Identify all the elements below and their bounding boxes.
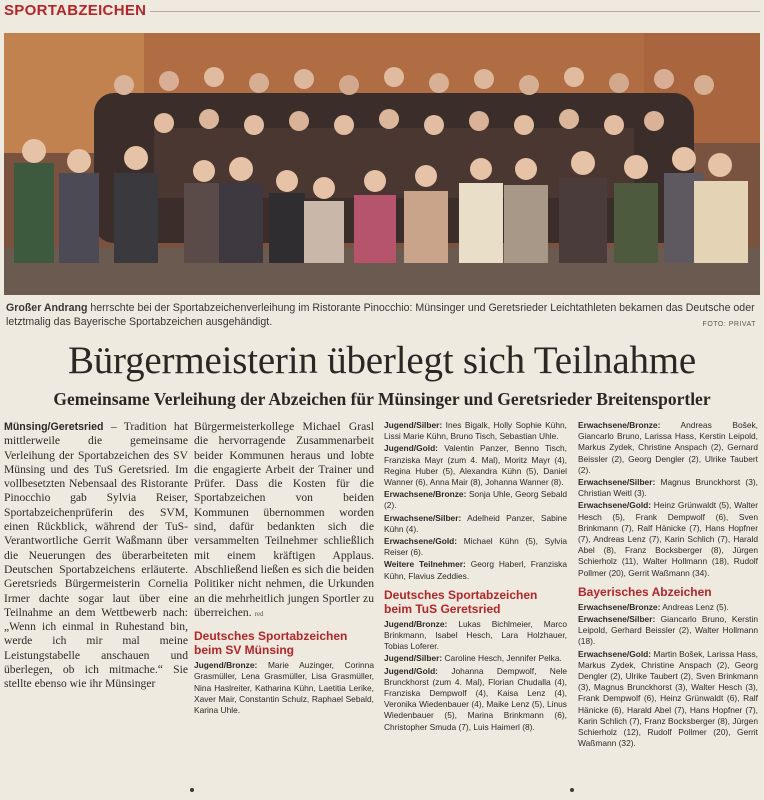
- result-entry: [578, 602, 758, 613]
- result-entry: [384, 619, 567, 653]
- result-names: Magnus Brunckhorst (3), Christian Weitl (3).: [578, 477, 758, 499]
- photo-credit: FOTO: PRIVAT: [702, 321, 756, 328]
- result-entry: [578, 649, 758, 750]
- result-category: Erwachsene/Silber:: [578, 477, 656, 488]
- result-entry: [384, 443, 567, 488]
- article-column-1: [4, 420, 188, 692]
- result-names: Marie Auzinger, Corinna Grasmüller, Lena Grasmüller, Lisa Grasmüller, Nina Haslreiter, Katharina Kühn, Laetitia Lerike, Xaver Mair, Constantin Schulz, Raphael Sebald, Karina Uhle.: [194, 660, 374, 715]
- caption-bold: Großer Andrang: [6, 302, 88, 314]
- section-kicker: SPORTABZEICHEN: [4, 2, 147, 19]
- result-names: Andreas Lenz (5).: [660, 601, 729, 612]
- bayerisch-heading: Bayerisches Abzeichen: [578, 584, 712, 599]
- result-category: Erwachsene/Gold:: [384, 536, 458, 547]
- result-names: Heinz Grünwaldt (5), Walter Hesch (5), Frank Dempwolf (6), Sven Brinkmann (7), Ralf Hänicke (7), Hans Hopfner (7), Andreas Lenz (7), Karin Schlich (7), Harald Abel (8), Franz Bocksberger (8), Jürgen Schierholz (11), Walter Hollmann (18), Rudolf Pollmer (20), Gerrit Waßmann (34).: [578, 500, 758, 578]
- result-category: Erwachsene/Silber:: [384, 512, 462, 523]
- result-entry: [384, 420, 567, 442]
- dateline: Münsing/Geretsried: [4, 421, 104, 433]
- result-names: Lukas Bichlmeier, Marco Brinkmann, Isabel Hesch, Lara Holzhauer, Tobias Loferer.: [384, 618, 567, 652]
- tus-geretsried-heading: Deutsches Sportabzeichen beim TuS Geretsried: [384, 587, 538, 616]
- result-entry: [384, 559, 567, 581]
- tus-geretsried-list-2: [578, 420, 758, 579]
- result-names: Martin Bošek, Larissa Hass, Markus Zydek, Christine Anspach (2), Georg Dengler (2), Ulrike Taubert (2), Sven Brinkmann (3), Magnus Brunckhorst (3), Walter Hesch (3), Frank Dempwolf (6), Heinz Grünwaldt (6), Ralf Hänicke (6), Harald Abel (7), Hans Hopfner (7), Karin Schlich (7), Franz Bocksberger (8), Jürgen Schierholz (12), Rudolf Pollmer (20), Gerrit Waßmann (32).: [578, 648, 758, 749]
- result-names: Ines Bigalk, Holly Sophie Kühn, Lissi Marie Kühn, Bruno Tisch, Sebastian Uhle.: [384, 420, 567, 442]
- subheadline: Gemeinsame Verleihung der Abzeichen für Münsinger und Geretsrieder Breitensportler: [53, 389, 711, 409]
- result-category: Erwachsene/Gold:: [578, 500, 652, 511]
- result-entry: [384, 666, 567, 733]
- result-category: Jugend/Silber:: [384, 653, 443, 664]
- tus-geretsried-list-1: [384, 619, 567, 733]
- result-category: Jugend/Gold:: [384, 665, 438, 676]
- result-entry: [578, 614, 758, 648]
- sv-muensing-heading: Deutsches Sportabzeichen beim SV Münsing: [194, 629, 348, 658]
- result-entry: [384, 653, 567, 664]
- result-names: Johanna Dempwolf, Nele Brunckhorst (zum 4. Mal), Florian Chudalla (4), Franziska Dempwolf (4), Kaisa Lenz (4), Veronika Wiedenbauer (4), Maike Lenz (5), Linus Wiedenbauer (5), Marina Brinkmann (6), Christopher Smuda (7), Luis Haimerl (8).: [384, 665, 567, 732]
- result-names: Michael Kühn (5), Sylvia Reiser (6).: [384, 536, 567, 558]
- article-text-1: – Tradition hat mittlerweile die gemeinsame Verleihung der Sportabzeichen des SV Münsing und des TuS Geretsried. Im vollbesetzten Nebensaal des Ristorante Pinocchio gab Sylvia Reiser, Sportabzeichenprüferin des SVM, einen Rückblick, während der TuS-Verantwortliche Gerrit Waßmann über die Neuerungen des überarbeiteten Deutschen Sportabzeichens erläuterte. Geretsrieds Bürgermeisterin Cornelia Irmer dachte sogar laut über eine Teilnahme an dem Wettbewerb nach: „Wenn ich einmal in Ruhestand bin, werde ich mir mal meine Leistungstabelle anschauen und überlegen, ob ich mitmache.“ Sie stellte ebenso wie ihr Münsinger: [4, 420, 188, 691]
- result-category: Jugend/Silber:: [384, 420, 443, 430]
- result-entry: [578, 420, 758, 476]
- result-entry: [384, 489, 567, 511]
- result-category: Erwachsene/Bronze:: [578, 420, 661, 430]
- result-category: Erwachsene/Gold:: [578, 648, 652, 659]
- result-names: Adelheid Panzer, Sabine Kühn (4).: [384, 512, 567, 534]
- result-entry: [194, 660, 374, 716]
- group-photo-illustration: [4, 33, 760, 295]
- result-names: Georg Haberl, Franziska Kühn, Flavius Zeddies.: [384, 559, 568, 581]
- kicker-rule: [150, 11, 760, 12]
- result-category: Jugend/Bronze:: [384, 618, 448, 629]
- result-names: Caroline Hesch, Jennifer Pelka.: [442, 653, 562, 664]
- caption-text: herrschte bei der Sportabzeichenverleihung im Ristorante Pinocchio: Münsinger und Geretsrieder Leichtathleten bekamen das Deutsche oder letztmalig das Bayerische Sportabzeichen ausgehändigt.: [6, 302, 755, 328]
- sv-muensing-list-2: [384, 420, 567, 582]
- result-entry: [578, 477, 758, 499]
- article-column-2: [194, 420, 374, 717]
- result-category: Weitere Teilnehmer:: [384, 559, 466, 570]
- author-sign: red: [254, 609, 264, 618]
- result-names: Andreas Bošek, Giancarlo Bruno, Larissa Hass, Kerstin Leipold, Markus Zydek, Christine Anspach (2), Gernard Beissler (2), Georg Dengler (2), Ulrike Taubert (2).: [578, 420, 758, 475]
- headline: Bürgermeisterin überlegt sich Teilnahme: [67, 339, 697, 382]
- result-category: Erwachsene/Bronze:: [578, 601, 661, 612]
- sv-muensing-list-1: [194, 660, 374, 716]
- result-names: Valentin Panzer, Benno Tisch, Franziska Mayr (zum 4. Mal), Moritz Mayr (4), Regina Huber (5), Alexandra Kühn (5), Daniel Wanner (6), Anna Mair (8), Johanna Wanner (8).: [384, 443, 567, 488]
- result-entry: [578, 500, 758, 578]
- punch-hole: [190, 788, 194, 792]
- result-category: Jugend/Gold:: [384, 443, 438, 454]
- punch-hole: [570, 788, 574, 792]
- result-names: Sonja Uhle, Georg Sebald (2).: [384, 489, 567, 511]
- result-category: Erwachsene/Silber:: [578, 614, 656, 625]
- results-column-4: [578, 420, 758, 750]
- bayerisch-list: [578, 602, 758, 750]
- article-text-2: Bürgermeisterkollege Michael Grasl die hervorragende Zusammenarbeit beider Kommunen heraus und lobte die engagierte Arbeit der Trainer und Prüfer. Dass die Kosten für die Sportabzeichen von beiden Kommunen übernommen worden sind, dafür bedankten sich die versammelten Teilnehmer schließlich mit einem kräftigen Applaus. Abschließend ließen es sich die beiden Politiker nicht nehmen, die Urkunden an die mehrheitlich jungen Sportler zu überreichen.: [194, 420, 374, 619]
- photo-caption: [6, 301, 758, 329]
- result-entry: [384, 513, 567, 535]
- result-category: Jugend/Bronze:: [194, 660, 258, 671]
- results-column-3: [384, 420, 567, 734]
- group-photo: [4, 33, 760, 295]
- result-category: Erwachsene/Bronze:: [384, 489, 467, 500]
- result-entry: [384, 536, 567, 558]
- result-names: Giancarlo Bruno, Kerstin Leipold, Gerhard Beissler (2), Walter Hollmann (18).: [578, 614, 758, 647]
